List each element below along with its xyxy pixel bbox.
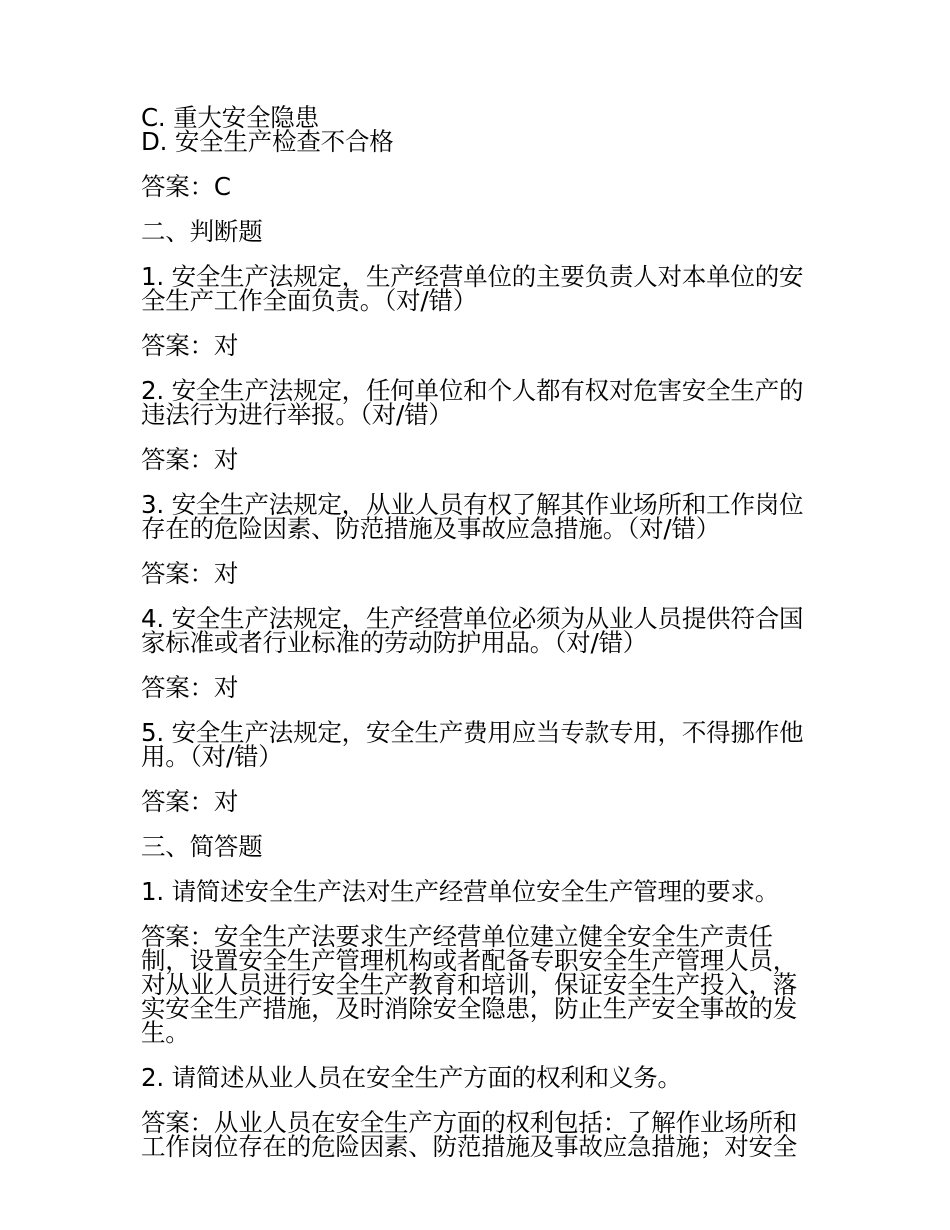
option-c: C. 重大安全隐患 (141, 103, 319, 132)
option-d: D. 安全生产检查不合格 (141, 127, 394, 156)
short-question-2: 2. 请简述从业人员在安全生产方面的权利和义务。 (141, 1063, 682, 1092)
document-content (141, 103, 813, 1161)
section-heading-short-answer: 三、简答题 (141, 832, 263, 861)
tf-question-4: 4. 安全生产法规定，生产经营单位必须为从业人员提供符合国家标准或者行业标准的劳动防护用品。（对/错） (141, 604, 804, 657)
answer-multiple-choice: 答案：C (141, 172, 231, 201)
short-answer-1: 答案：安全生产法要求生产经营单位建立健全安全生产责任制，设置安全生产管理机构或者配备专职安全生产管理人员，对从业人员进行安全生产教育和培训，保证安全生产投入，落实安全生产措施，及时消除安全隐患，防止生产安全事故的发生。 (141, 922, 798, 1047)
tf-answer-1: 答案：对 (141, 331, 239, 360)
tf-answer-5: 答案：对 (141, 787, 239, 816)
tf-answer-3: 答案：对 (141, 559, 239, 588)
short-answer-2: 答案：从业人员在安全生产方面的权利包括：了解作业场所和工作岗位存在的危险因素、防范措施及事故应急措施；对安全 (141, 1108, 798, 1161)
tf-question-5: 5. 安全生产法规定，安全生产费用应当专款专用，不得挪作他用。（对/错） (141, 718, 804, 771)
tf-answer-2: 答案：对 (141, 445, 239, 474)
tf-question-3: 3. 安全生产法规定，从业人员有权了解其作业场所和工作岗位存在的危险因素、防范措施及事故应急措施。（对/错） (141, 490, 804, 543)
tf-question-2: 2. 安全生产法规定，任何单位和个人都有权对危害安全生产的违法行为进行举报。（对/错） (141, 376, 804, 429)
tf-question-1: 1. 安全生产法规定，生产经营单位的主要负责人对本单位的安全生产工作全面负责。（对/错） (141, 262, 804, 315)
short-question-1: 1. 请简述安全生产法对生产经营单位安全生产管理的要求。 (141, 877, 780, 906)
tf-answer-4: 答案：对 (141, 673, 239, 702)
section-heading-true-false: 二、判断题 (141, 217, 263, 246)
